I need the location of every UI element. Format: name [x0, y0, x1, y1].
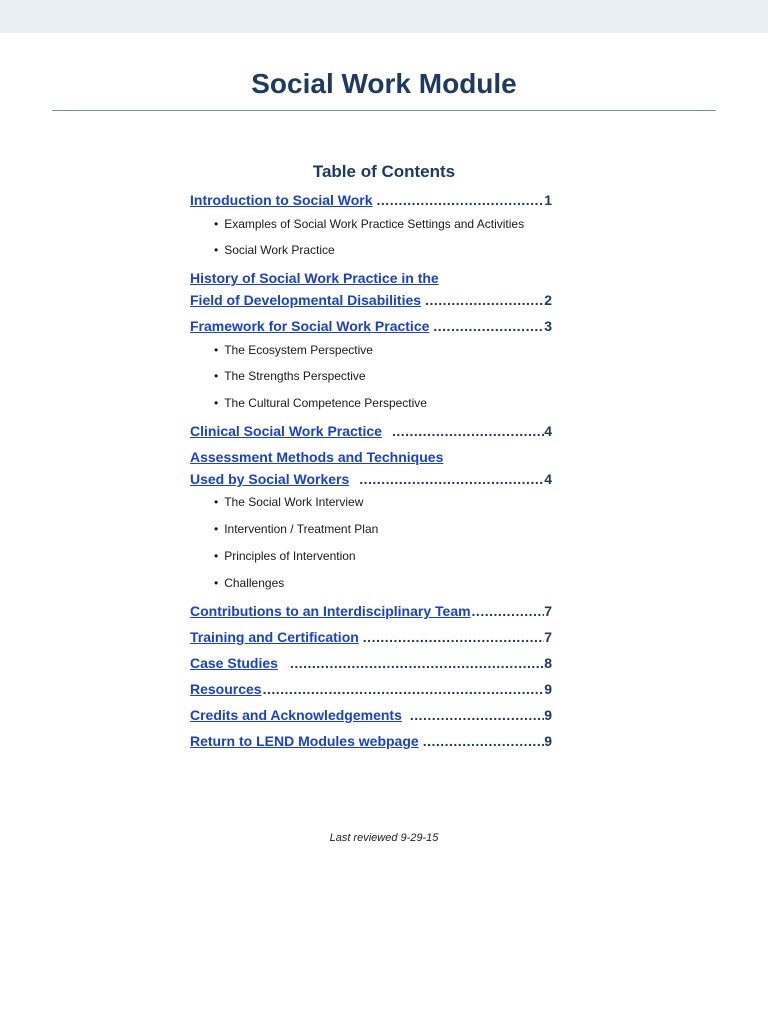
toc-link-credits[interactable]: Credits and Acknowledgements [190, 707, 402, 723]
toc-page-number: 4 [544, 471, 552, 487]
toc-subitem: • Challenges [214, 575, 284, 591]
leader-dots [402, 704, 544, 726]
toc-link-training[interactable]: Training and Certification [190, 629, 359, 645]
leader-dots [349, 468, 544, 490]
toc-link-assessment-line2[interactable]: Used by Social Workers [190, 471, 350, 487]
toc-page-number: 8 [544, 655, 552, 671]
toc-page-number: 4 [544, 423, 552, 439]
leader-dots [421, 289, 544, 311]
toc-subitem: • The Strengths Perspective [214, 368, 366, 384]
toc-entry-case-studies [190, 652, 552, 674]
toc-link-history-line2[interactable]: Field of Developmental Disabilities [190, 292, 422, 308]
last-reviewed-note: Last reviewed 9-29-15 [329, 832, 439, 844]
toc-entry-framework [190, 315, 552, 337]
toc-link-contributions[interactable]: Contributions to an Interdisciplinary Team [190, 603, 471, 619]
toc-subitem: • Intervention / Treatment Plan [214, 521, 378, 537]
leader-dots [278, 652, 544, 674]
toc-heading: Table of Contents [312, 162, 456, 181]
title-divider [52, 110, 716, 111]
toc-entry-training [190, 626, 552, 648]
toc-link-case-studies[interactable]: Case Studies [190, 655, 278, 671]
toc-page-number: 7 [544, 629, 552, 645]
toc-entry-contributions [190, 600, 552, 622]
toc-subitem: • The Ecosystem Perspective [214, 342, 373, 358]
toc-subitem: • The Social Work Interview [214, 494, 363, 510]
leader-dots [262, 678, 545, 700]
toc-link-clinical[interactable]: Clinical Social Work Practice [190, 423, 382, 439]
leader-dots [382, 420, 544, 442]
toc-entry-return [190, 730, 552, 752]
toc-subitem: • Principles of Intervention [214, 548, 356, 564]
leader-dots [359, 626, 544, 648]
toc-link-return-lend[interactable]: Return to LEND Modules webpage [190, 733, 419, 749]
toc-entry-credits [190, 704, 552, 726]
toc-entry-history [190, 267, 552, 311]
toc-link-resources[interactable]: Resources [190, 681, 262, 697]
toc-subitem: • The Cultural Competence Perspective [214, 395, 427, 411]
toc-entry-clinical [190, 420, 552, 442]
toc-page-number: 9 [544, 733, 552, 749]
toc-page-number: 3 [544, 318, 552, 334]
toc-link-introduction[interactable]: Introduction to Social Work [190, 192, 373, 208]
toc-entry-introduction [190, 189, 552, 211]
toc-link-framework[interactable]: Framework for Social Work Practice [190, 318, 430, 334]
toc-page-number: 2 [544, 292, 552, 308]
toc-page-number: 9 [544, 681, 552, 697]
leader-dots [419, 730, 545, 752]
leader-dots [429, 315, 544, 337]
leader-dots [373, 189, 545, 211]
toc-entry-resources [190, 678, 552, 700]
toc-entry-assessment [190, 446, 552, 490]
toc-page-number: 1 [544, 192, 552, 208]
page-title: Social Work Module [251, 68, 517, 99]
toc-subitem: • Examples of Social Work Practice Settings and Activities [214, 216, 524, 232]
toc-link-assessment[interactable]: Assessment Methods and Techniques [190, 449, 444, 465]
top-bar [0, 0, 768, 33]
toc-subitem: • Social Work Practice [214, 242, 335, 258]
toc-page-number: 7 [544, 603, 552, 619]
toc-link-history[interactable]: History of Social Work Practice in the [190, 270, 439, 286]
toc-page-number: 9 [544, 707, 552, 723]
leader-dots [471, 600, 545, 622]
